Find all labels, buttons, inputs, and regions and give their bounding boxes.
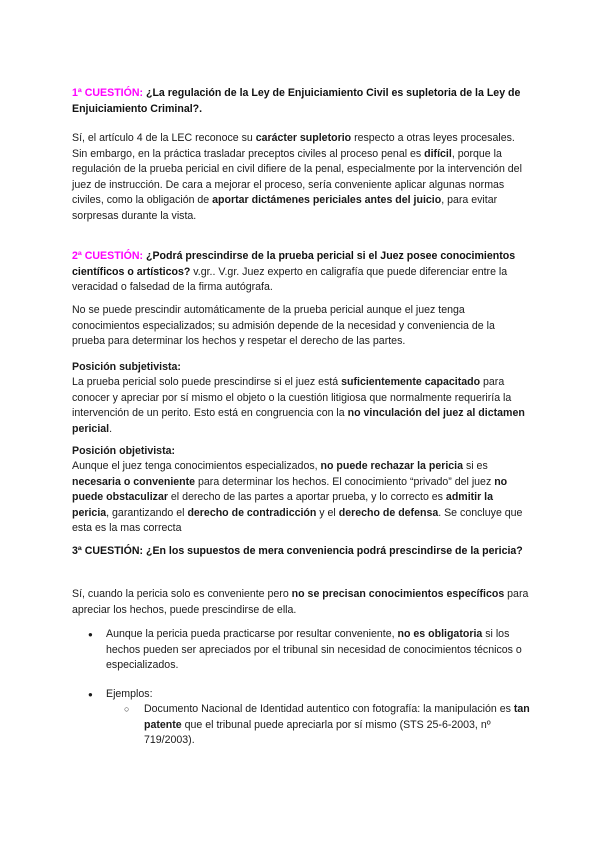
question-2-note: v.gr.. V.gr. Juez experto en caligrafía que puede diferenciar entre la veracidad o falsedad de la firma autógrafa. [72, 265, 508, 294]
bold-text-run: admitir la pericia [72, 491, 494, 519]
text-run: Aunque el juez tenga conocimientos especializados, [72, 460, 321, 472]
question-3-answer [72, 587, 530, 618]
text-run: La prueba pericial solo puede prescindirse si el juez está [72, 376, 342, 388]
bullet-icon: ● [88, 630, 93, 639]
text-run: si los hechos pueden ser apreciados por el tribunal sin necesidad de conocimientos técnicos o especializados. [106, 628, 522, 672]
text-run: Aunque la pericia pueda practicarse por resultar conveniente, [106, 628, 398, 640]
text-run: si es [463, 460, 488, 472]
list-item [88, 627, 530, 675]
question-2-heading [72, 249, 530, 296]
text-run: para apreciar los hechos, puede prescindirse de ella. [72, 588, 529, 616]
sub-bullet-icon: ○ [124, 704, 130, 714]
bullet-icon: ● [88, 690, 93, 699]
sub-list-item-text [144, 702, 530, 749]
text-run: y el [316, 506, 339, 519]
question-3-text: ¿En los supuestos de mera conveniencia podrá prescindirse de la pericia? [143, 545, 523, 557]
text-run: Sí, cuando la pericia solo es conveniente pero [72, 588, 292, 600]
bold-text-run: necesaria o conveniente [72, 475, 196, 488]
text-run: Sí, el artículo 4 de la LEC reconoce su [72, 132, 256, 144]
text-run: , para evitar sorpresas durante la vista. [72, 194, 498, 222]
question-3-heading [72, 544, 530, 560]
bold-text-run: derecho de contradicción [187, 506, 317, 519]
bold-text-run: no vinculación del juez al dictamen pericial [72, 407, 525, 435]
text-run: respecto a otras leyes procesales. Sin embargo, en la práctica trasladar preceptos civiles al proceso penal es [72, 132, 515, 160]
text-run: para determinar los hechos. El conocimiento “privado” del juez [195, 475, 495, 488]
objectivist-text [72, 459, 530, 537]
text-run: para conocer y apreciar por sí mismo el objeto o la cuestión litigiosa que normalmente requeriría la intervención de un perito. Esto está en congruencia con la [72, 376, 512, 420]
question-1-heading [72, 86, 530, 117]
text-run: , porque la regulación de la prueba pericial en civil difiere de la penal, especialmente por la intervención del juez de instrucción. De cara a mejorar el proceso, sería conveniente aplicar algunas normas civiles, como la obligación de [72, 147, 522, 207]
bold-text-run: no puede obstaculizar [72, 475, 508, 504]
question-3-label: 3ª CUESTIÓN: [72, 545, 144, 557]
text-run: , garantizando el [106, 506, 188, 519]
subjectivist-text [72, 375, 530, 437]
text-run: que el tribunal puede apreciarla por sí mismo (STS 25-6-2003, nº 719/2003). [144, 718, 491, 747]
list-item-text: Ejemplos: [106, 688, 153, 700]
text-run: Documento Nacional de Identidad autentico con fotografía: la manipulación es [144, 703, 514, 715]
bold-text-run: difícil [424, 147, 452, 160]
list-item [88, 687, 530, 703]
question-2-label: 2ª CUESTIÓN: [72, 250, 144, 262]
subjectivist-heading: Posición subjetivista: [72, 361, 181, 373]
bold-text-run: no puede rechazar la pericia [320, 460, 464, 472]
bold-text-run: suficientemente capacitado [341, 376, 481, 388]
text-run: . Se concluye que esta es la mas correcta [72, 506, 523, 535]
bold-text-run: derecho de defensa [338, 506, 439, 519]
text-run: . [109, 422, 113, 435]
bold-text-run: tan patente [144, 703, 530, 731]
bold-text-run: no se precisan conocimientos específicos [291, 588, 505, 600]
bold-text-run: no es obligatoria [397, 628, 483, 640]
sub-list-item [124, 702, 530, 750]
question-1-label: 1ª CUESTIÓN: [72, 87, 144, 99]
question-2-text: ¿Podrá prescindirse de la prueba pericial si el Juez posee conocimientos científicos o artísticos? [72, 250, 516, 278]
list-item-text [106, 627, 530, 674]
question-1-text: ¿La regulación de la Ley de Enjuiciamiento Civil es supletoria de la Ley de Enjuiciamiento Criminal?. [72, 87, 521, 115]
bold-text-run: aportar dictámenes periciales antes del juicio [212, 194, 442, 207]
question-2-intro: No se puede prescindir automáticamente de la prueba pericial aunque el juez tenga conocimientos especializados; su admisión depende de la necesidad y conveniencia de la prueba para determinar los hechos y respetar el derecho de las partes. [72, 304, 495, 348]
text-run: el derecho de las partes a aportar prueba, y lo correcto es [167, 491, 446, 504]
question-1-answer [72, 131, 530, 225]
objectivist-heading: Posición objetivista: [72, 445, 176, 457]
bold-text-run: carácter supletorio [255, 132, 352, 144]
